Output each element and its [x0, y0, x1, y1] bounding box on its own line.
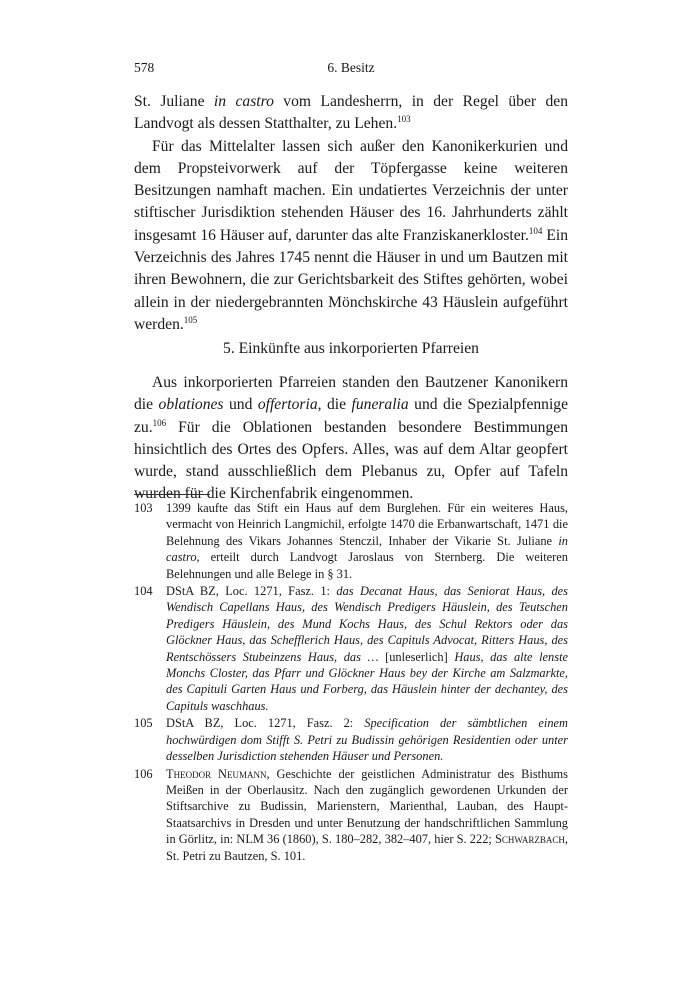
author-name: Schwarzbach [494, 832, 565, 847]
italic-text: Haus, das alte lenste Monchs Closter, das Pfarr und Glöckner Haus bey der Kirche am Salzmarkte, des Capituli Garten Haus und Forberg, das Häuslein hinter der dechantey, des Capituls waschhaus. [166, 649, 569, 713]
text-run: , erteilt durch Landvogt Jaroslaus von Sternberg. Die weiteren Belehnungen und alle Belege in § 31. [166, 550, 568, 581]
footnote-number: 103 [134, 501, 153, 515]
italic-text: Specification der sämbtlichen einem hochwürdigen dom Stifft S. Petri zu Budissin gehörigen Residentien oder unter desselben Jurisdiction stehenden Häuser und Personen. [166, 716, 568, 764]
footnote-105 [134, 715, 568, 764]
page-header [134, 60, 568, 82]
italic-text: in castro [166, 533, 568, 565]
text-run: und [223, 396, 258, 414]
footnote-number: 105 [134, 716, 153, 731]
text-run: Für das Mittelalter lassen sich außer den Kanonikerkurien und dem Propsteivorwerk auf der Töpfergasse keine weiteren Besitzungen namhaft machen. Ein undatiertes Verzeichnis der unter stiftischer Jurisdiktion stehenden Häuser des 16. Jahrhunderts zählt insgesamt 16 Häuser auf, darunter das alte Franziskanerkloster. [134, 137, 568, 244]
section-title: 5. Einkünfte aus inkorporierten Pfarreien [223, 340, 479, 357]
page-number: 578 [134, 60, 155, 75]
italic-text: in castro [213, 93, 274, 110]
footnotes [134, 500, 568, 865]
paragraph [134, 136, 568, 337]
footnote-106 [134, 766, 568, 864]
text-run: , St. Petri zu Bautzen, S. 101. [166, 832, 568, 863]
italic-text: oblationes [158, 396, 224, 414]
body-text-upper [134, 91, 568, 336]
text-run: vom Landesherrn, in der Regel über den Landvogt als dessen Statthalter, zu Lehen. [134, 93, 569, 133]
footnote-ref[interactable]: 106 [152, 417, 167, 428]
text-run: Ein Verzeichnis des Jahres 1745 nennt die Häuser in und um Bautzen mit ihren Bewohnern, die zur Gerichtsbarkeit des Stiftes gehörten, wobei allein in der niedergebrannten Mönchskirche 43 Häuslein aufgeführt werden. [134, 226, 569, 333]
footnote-ref[interactable]: 104 [528, 225, 543, 236]
text-run: DStA BZ, Loc. 1271, Fasz. 1: [166, 584, 337, 599]
paragraph [134, 372, 568, 506]
body-text-lower [134, 372, 568, 506]
italic-text: offertoria [257, 396, 318, 414]
text-run: DStA BZ, Loc. 1271, Fasz. 2: [166, 716, 365, 731]
running-head: 6. Besitz [327, 60, 375, 75]
text-run: Für die Oblationen bestanden besondere Bestimmungen hinsichtlich des Ortes des Opfers. Alles, was auf dem Altar geopfert wurde, stand ausschließlich dem Plebanus zu, Opfer auf Tafeln wurden für die Kirchenfabrik eingenommen. [134, 418, 568, 503]
footnote-number: 104 [134, 584, 153, 599]
paragraph [134, 91, 568, 136]
author-name: Theodor Neumann [166, 766, 267, 781]
text-run: , die [317, 396, 352, 414]
footnote-ref[interactable]: 103 [397, 114, 411, 125]
text-run: Aus inkorporierten Pfarreien standen den Bautzener Kanonikern die [134, 374, 568, 414]
footnote-104 [134, 583, 568, 714]
footnote-number: 106 [134, 766, 153, 781]
text-run: 1399 kaufte das Stift ein Haus auf dem Burglehen. Für ein weiteres Haus, vermacht von Heinrich Langmichil, erfolgte 1470 die Erbanwartschaft, 1471 die Belehnung des Vikars Johannes Stenczil, Inhaber der Vikarie St. Juliane [166, 501, 568, 548]
text-run: und die Spezialpfennige zu. [134, 396, 569, 436]
italic-text: das Decanat Haus, das Seniorat Haus, des Wendisch Capellans Haus, des Wendisch Predigers Häuslein, des Teutschen Predigers Häuslein, des Mund Kochs Haus, des Schul Rektors oder das Glöckner Haus, das Schefflerich Haus, des Capituls Advocat, Ritters Haus, des Rentschössers Stubeinzens Haus, das … [166, 584, 568, 664]
italic-text: funeralia [351, 396, 409, 414]
text-run: [unleserlich] [378, 649, 455, 664]
footnote-ref[interactable]: 105 [183, 314, 198, 325]
footnote-divider [134, 494, 210, 495]
footnote-103 [134, 500, 568, 582]
text-run: , Geschichte der geistlichen Administratur des Bisthums Meißen in der Oberlausitz. Nach den zugänglich gewordenen Urkunden der Stiftsarchive zu Budissin, Marienstern, Marienthal, Lauban, des Haupt-Staatsarchivs in Dresden und unter Benutzung der handschriftlichen Sammlung in Görlitz, in: NLM 36 (1860), S. 180–282, 382–407, hier S. 222; [166, 766, 568, 847]
text-run: St. Juliane [134, 93, 214, 110]
